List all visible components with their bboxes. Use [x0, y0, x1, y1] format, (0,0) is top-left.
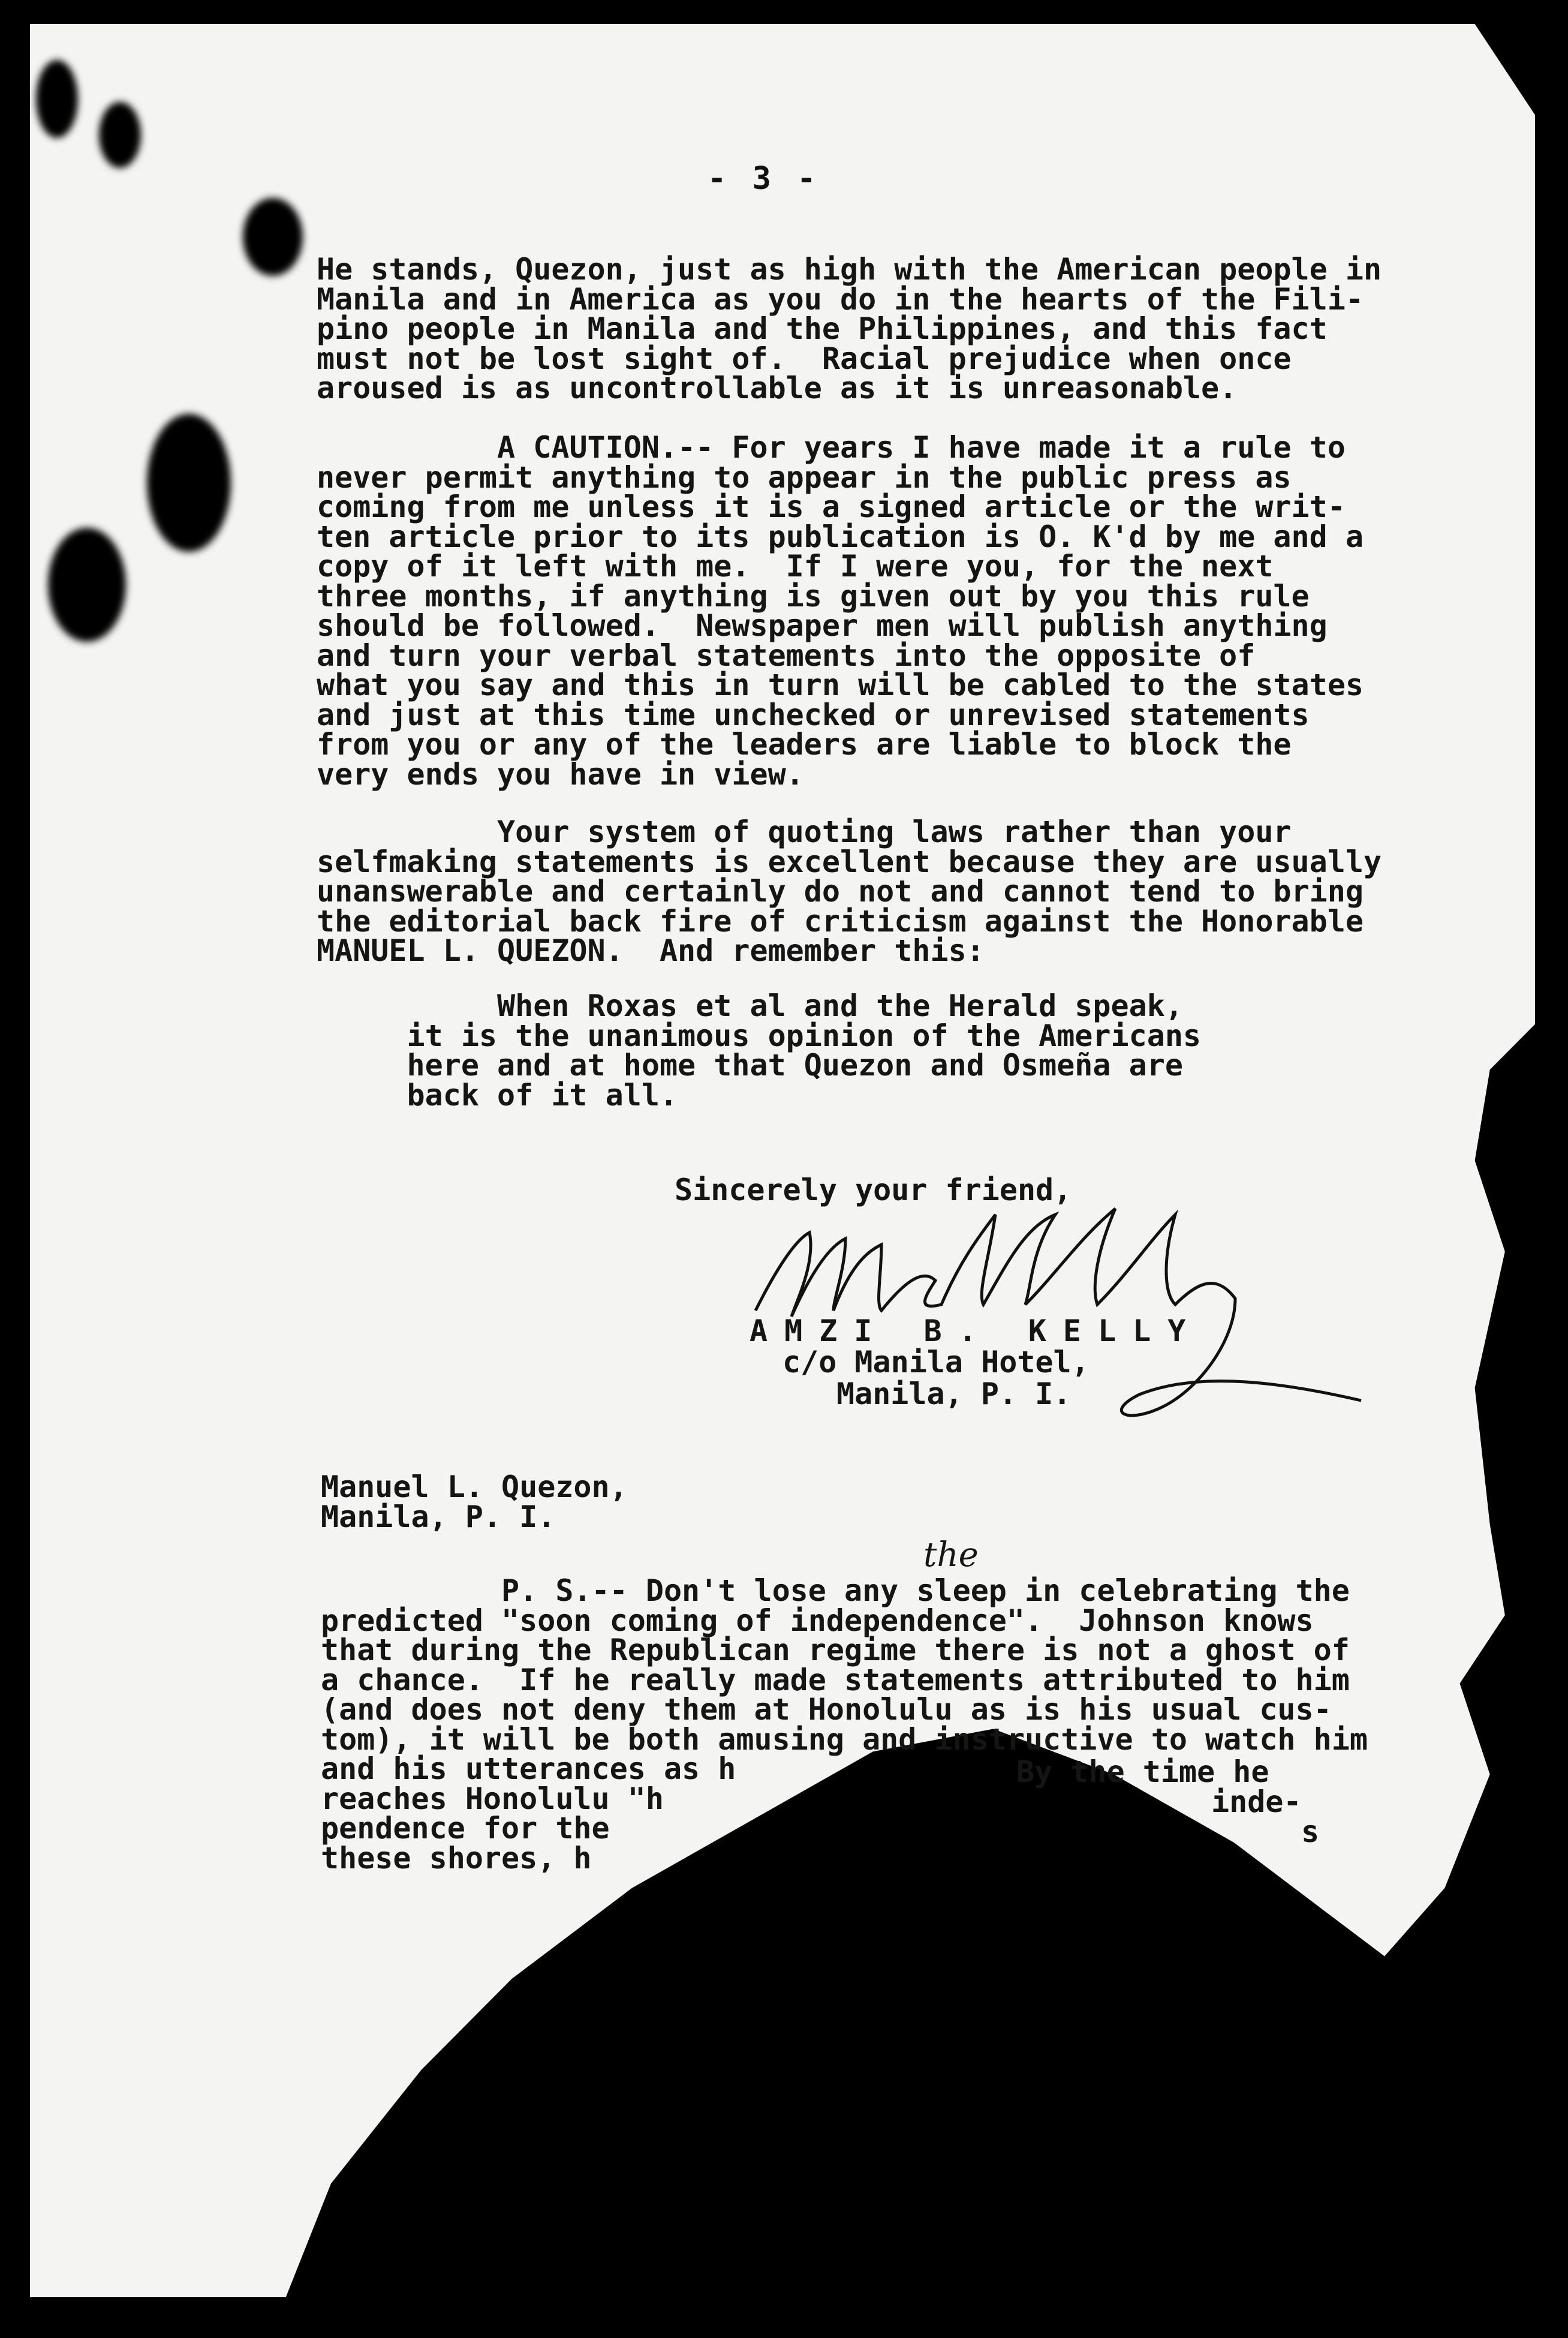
signature-address-line2: Manila, P. I. [836, 1377, 1072, 1411]
paragraph-caution: A CAUTION.-- For years I have made it a rule to never permit anything to appear in the public press as coming from me unless it is a signed article or the writ- ten article prior to its publication is O. K'd by me and a copy of it left with me. If I were you, for the next three months, if anything is given out by you this rule should be followed. Newspaper men will publish anything and turn your verbal statements into the opposite of what you say and this in turn will be cabled to the states and just at this time unchecked or unrevised statements from you or any of the leaders are liable to block the very ends you have in view. [317, 430, 1364, 792]
page-number: - 3 - [708, 161, 820, 197]
handwritten-insert: the [923, 1535, 979, 1574]
postscript-fragment: By the time he [1016, 1754, 1269, 1789]
ink-blot [243, 198, 303, 276]
paragraph-1: He stands, Quezon, just as high with the American people in Manila and in America as you do in the hearts of the Fili- pino people in Manila and the Philippines, and this fact must not be lost sight of. Racial prejudice when once aroused is as uncontrollable as it is unreasonable. [317, 252, 1382, 405]
postscript-fragment: inde- [1211, 1784, 1302, 1819]
signature-name: AMZI B. KELLY [750, 1314, 1203, 1348]
addressee-name: Manuel L. Quezon, [321, 1469, 628, 1504]
ink-blot [36, 60, 78, 138]
paragraph-quoting-laws: Your system of quoting laws rather than your selfmaking statements is excellent because they are usually unanswerable and certainly do not and cannot tend to bring the editorial back fire of criticism against the Honorable MANUEL L. QUEZON. And remember this: [317, 815, 1382, 968]
ink-blot [147, 414, 231, 552]
ink-blot [48, 528, 126, 642]
ink-blot [99, 102, 141, 168]
block-quote: When Roxas et al and the Herald speak, it is the unanimous opinion of the Americans here and at home that Quezon and Osmeña are back of it all. [407, 988, 1202, 1113]
signature-address-line1: c/o Manila Hotel, [783, 1345, 1090, 1380]
postscript: P. S.-- Don't lose any sleep in celebrating the predicted "soon coming of independence". Johnson knows that during the Republican regime there is not a ghost of a chance. If he really made statements attributed to him (and does not deny them at Honolulu as is his usual cus- tom), it will be both amusing and instructive to watch him and his utterances as h reaches Honolulu "h pendence for the these shores, h [321, 1573, 1368, 1876]
closing: Sincerely your friend, [675, 1173, 1072, 1207]
postscript-fragment: s [1301, 1814, 1320, 1849]
addressee-city: Manila, P. I. [321, 1499, 556, 1534]
